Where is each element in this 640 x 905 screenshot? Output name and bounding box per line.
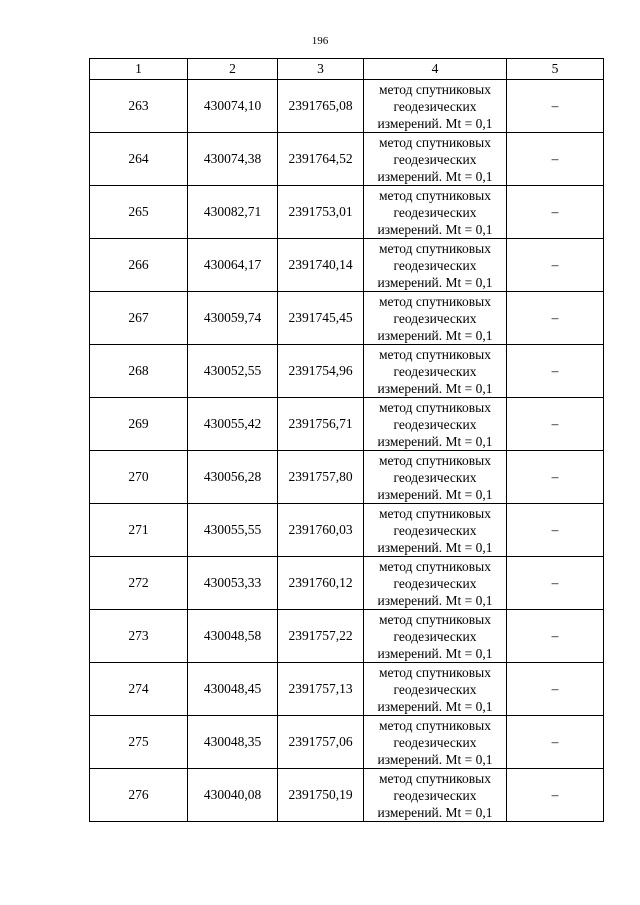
method-line: геодезических [393, 204, 477, 220]
method-line: метод спутниковых [379, 664, 491, 680]
note-cell: – [507, 769, 604, 822]
table-row [90, 292, 604, 345]
point-number-cell: 274 [90, 663, 188, 716]
x-coordinate-cell: 430059,74 [188, 292, 278, 345]
method-line: метод спутниковых [379, 187, 491, 203]
method-line: измерений. Mt = 0,1 [377, 433, 493, 449]
method-line: геодезических [393, 257, 477, 273]
x-coordinate-cell: 430053,33 [188, 557, 278, 610]
point-number-cell: 271 [90, 504, 188, 557]
table-row [90, 345, 604, 398]
y-coordinate-cell: 2391750,19 [278, 769, 364, 822]
table-row [90, 398, 604, 451]
y-coordinate-cell: 2391740,14 [278, 239, 364, 292]
method-line: метод спутниковых [379, 134, 491, 150]
table-body [90, 80, 604, 822]
point-number-cell: 273 [90, 610, 188, 663]
x-coordinate-cell: 430074,38 [188, 133, 278, 186]
y-coordinate-cell: 2391757,13 [278, 663, 364, 716]
y-coordinate-cell: 2391757,06 [278, 716, 364, 769]
y-coordinate-cell: 2391764,52 [278, 133, 364, 186]
method-line: геодезических [393, 522, 477, 538]
method-cell [364, 398, 507, 451]
method-cell [364, 557, 507, 610]
method-line: метод спутниковых [379, 770, 491, 786]
method-cell [364, 663, 507, 716]
method-line: метод спутниковых [379, 717, 491, 733]
page-number: 196 [311, 35, 329, 47]
x-coordinate-cell: 430055,42 [188, 398, 278, 451]
method-line: измерений. Mt = 0,1 [377, 115, 493, 131]
point-number-cell: 264 [90, 133, 188, 186]
method-line: геодезических [393, 469, 477, 485]
y-coordinate-cell: 2391745,45 [278, 292, 364, 345]
x-coordinate-cell: 430064,17 [188, 239, 278, 292]
note-cell: – [507, 557, 604, 610]
method-line: метод спутниковых [379, 611, 491, 627]
method-line: геодезических [393, 310, 477, 326]
method-line: геодезических [393, 151, 477, 167]
method-line: метод спутниковых [379, 240, 491, 256]
x-coordinate-cell: 430048,35 [188, 716, 278, 769]
method-line: измерений. Mt = 0,1 [377, 645, 493, 661]
x-coordinate-cell: 430082,71 [188, 186, 278, 239]
note-cell: – [507, 610, 604, 663]
header-cell-5: 5 [507, 59, 604, 80]
method-line: измерений. Mt = 0,1 [377, 592, 493, 608]
method-line: геодезических [393, 416, 477, 432]
point-number-cell: 263 [90, 80, 188, 133]
note-cell: – [507, 345, 604, 398]
x-coordinate-cell: 430056,28 [188, 451, 278, 504]
point-number-cell: 265 [90, 186, 188, 239]
method-cell [364, 451, 507, 504]
x-coordinate-cell: 430048,58 [188, 610, 278, 663]
method-line: геодезических [393, 681, 477, 697]
table-row [90, 610, 604, 663]
header-cell-4: 4 [364, 59, 507, 80]
method-line: измерений. Mt = 0,1 [377, 221, 493, 237]
y-coordinate-cell: 2391757,80 [278, 451, 364, 504]
note-cell: – [507, 80, 604, 133]
table-row [90, 769, 604, 822]
note-cell: – [507, 239, 604, 292]
method-line: геодезических [393, 98, 477, 114]
header-cell-3: 3 [278, 59, 364, 80]
method-line: измерений. Mt = 0,1 [377, 380, 493, 396]
method-cell [364, 239, 507, 292]
method-cell [364, 80, 507, 133]
note-cell: – [507, 716, 604, 769]
coordinates-table [89, 58, 604, 822]
method-line: метод спутниковых [379, 346, 491, 362]
method-cell [364, 504, 507, 557]
method-line: метод спутниковых [379, 399, 491, 415]
method-line: геодезических [393, 734, 477, 750]
method-line: геодезических [393, 628, 477, 644]
y-coordinate-cell: 2391760,12 [278, 557, 364, 610]
x-coordinate-cell: 430074,10 [188, 80, 278, 133]
table-row [90, 557, 604, 610]
method-line: измерений. Mt = 0,1 [377, 804, 493, 820]
method-line: измерений. Mt = 0,1 [377, 274, 493, 290]
method-cell [364, 345, 507, 398]
table-row [90, 451, 604, 504]
method-line: геодезических [393, 363, 477, 379]
note-cell: – [507, 133, 604, 186]
table-row [90, 186, 604, 239]
method-line: метод спутниковых [379, 293, 491, 309]
point-number-cell: 268 [90, 345, 188, 398]
method-line: измерений. Mt = 0,1 [377, 698, 493, 714]
y-coordinate-cell: 2391754,96 [278, 345, 364, 398]
x-coordinate-cell: 430052,55 [188, 345, 278, 398]
x-coordinate-cell: 430048,45 [188, 663, 278, 716]
table-row [90, 80, 604, 133]
table-row [90, 239, 604, 292]
header-cell-1: 1 [90, 59, 188, 80]
point-number-cell: 269 [90, 398, 188, 451]
point-number-cell: 267 [90, 292, 188, 345]
method-line: измерений. Mt = 0,1 [377, 539, 493, 555]
note-cell: – [507, 292, 604, 345]
x-coordinate-cell: 430040,08 [188, 769, 278, 822]
y-coordinate-cell: 2391765,08 [278, 80, 364, 133]
note-cell: – [507, 451, 604, 504]
x-coordinate-cell: 430055,55 [188, 504, 278, 557]
table-row [90, 133, 604, 186]
point-number-cell: 270 [90, 451, 188, 504]
note-cell: – [507, 398, 604, 451]
method-line: измерений. Mt = 0,1 [377, 168, 493, 184]
method-cell [364, 610, 507, 663]
note-cell: – [507, 186, 604, 239]
method-cell [364, 186, 507, 239]
method-line: метод спутниковых [379, 505, 491, 521]
point-number-cell: 272 [90, 557, 188, 610]
method-cell [364, 133, 507, 186]
y-coordinate-cell: 2391756,71 [278, 398, 364, 451]
method-line: геодезических [393, 575, 477, 591]
method-line: метод спутниковых [379, 81, 491, 97]
point-number-cell: 275 [90, 716, 188, 769]
method-line: измерений. Mt = 0,1 [377, 486, 493, 502]
method-cell [364, 769, 507, 822]
header-row [90, 59, 604, 80]
method-line: измерений. Mt = 0,1 [377, 751, 493, 767]
method-cell [364, 292, 507, 345]
y-coordinate-cell: 2391753,01 [278, 186, 364, 239]
method-line: геодезических [393, 787, 477, 803]
method-line: метод спутниковых [379, 452, 491, 468]
table-row [90, 663, 604, 716]
table-row [90, 716, 604, 769]
y-coordinate-cell: 2391757,22 [278, 610, 364, 663]
point-number-cell: 266 [90, 239, 188, 292]
y-coordinate-cell: 2391760,03 [278, 504, 364, 557]
method-line: измерений. Mt = 0,1 [377, 327, 493, 343]
method-cell [364, 716, 507, 769]
note-cell: – [507, 504, 604, 557]
point-number-cell: 276 [90, 769, 188, 822]
method-line: метод спутниковых [379, 558, 491, 574]
note-cell: – [507, 663, 604, 716]
header-cell-2: 2 [188, 59, 278, 80]
table-row [90, 504, 604, 557]
